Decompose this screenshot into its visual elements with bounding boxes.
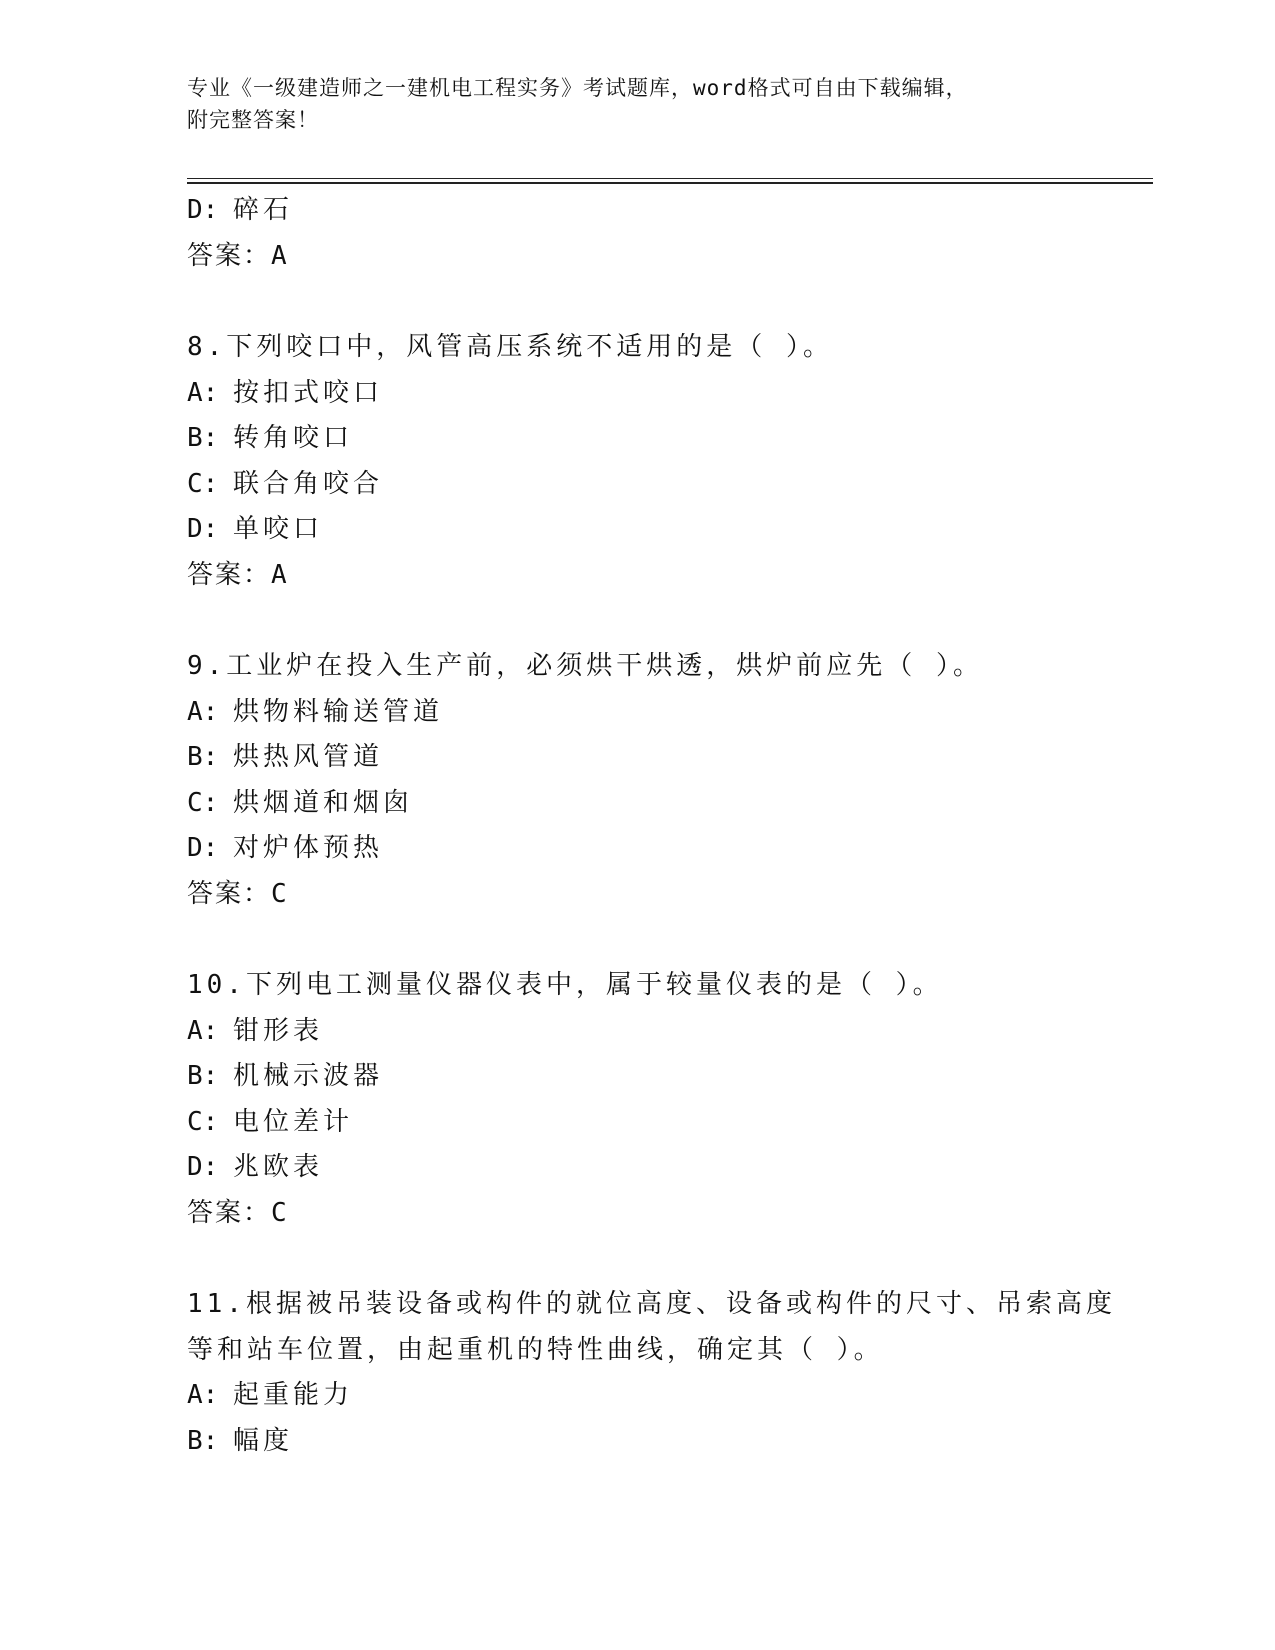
answer-line: 答案：C bbox=[187, 878, 289, 909]
option-d bbox=[187, 507, 1107, 553]
option-d bbox=[187, 1145, 1107, 1191]
option-text: 机械示波器 bbox=[233, 1061, 384, 1091]
option-text: 幅度 bbox=[233, 1425, 294, 1456]
question-7-tail bbox=[187, 188, 1107, 279]
spacer bbox=[187, 279, 1107, 325]
page-header bbox=[187, 72, 1087, 136]
option-b bbox=[187, 735, 1107, 781]
option-c bbox=[187, 781, 1107, 827]
question-8 bbox=[187, 325, 1107, 598]
option-text: 按扣式咬口 bbox=[233, 377, 384, 408]
header-rule-thin bbox=[187, 178, 1153, 179]
option-text: 烘热风管道 bbox=[233, 742, 384, 772]
option-label: B: bbox=[187, 1061, 219, 1091]
option-b bbox=[187, 416, 1107, 462]
header-line-2: 附完整答案！ bbox=[187, 108, 319, 132]
option-text: 单咬口 bbox=[233, 514, 324, 544]
option-text: 电位差计 bbox=[233, 1106, 354, 1137]
answer-line: 答案：A bbox=[187, 240, 289, 271]
option-a bbox=[187, 690, 1107, 736]
option-label: B: bbox=[187, 423, 219, 453]
question-stem: 9.工业炉在投入生产前，必须烘干烘透，烘炉前应先（ ）。 bbox=[187, 651, 983, 681]
question-9 bbox=[187, 644, 1107, 917]
option-label: A: bbox=[187, 377, 219, 408]
header-line-1: 专业《一级建造师之一建机电工程实务》考试题库，word格式可自由下载编辑， bbox=[187, 76, 968, 100]
option-text: 钳形表 bbox=[233, 1015, 324, 1046]
question-10 bbox=[187, 963, 1107, 1236]
header-rule-thick bbox=[187, 182, 1153, 184]
option-d bbox=[187, 188, 1107, 234]
option-c bbox=[187, 462, 1107, 508]
spacer bbox=[187, 1236, 1107, 1282]
question-stem: 8.下列咬口中，风管高压系统不适用的是（ ）。 bbox=[187, 332, 833, 362]
option-label: B: bbox=[187, 742, 219, 772]
option-text: 起重能力 bbox=[233, 1380, 354, 1410]
answer-line: 答案：A bbox=[187, 559, 289, 590]
option-label: A: bbox=[187, 696, 219, 727]
spacer bbox=[187, 598, 1107, 644]
question-11 bbox=[187, 1282, 1116, 1464]
option-c bbox=[187, 1100, 1107, 1146]
option-text: 联合角咬合 bbox=[233, 468, 384, 499]
option-a bbox=[187, 371, 1107, 417]
option-text: 烘物料输送管道 bbox=[233, 696, 444, 727]
option-text: 对炉体预热 bbox=[233, 833, 384, 863]
option-text: 烘烟道和烟囱 bbox=[233, 787, 414, 818]
question-stem-line-1: 11.根据被吊装设备或构件的就位高度、设备或构件的尺寸、吊索高度 bbox=[187, 1289, 1116, 1319]
option-label: D: bbox=[187, 514, 219, 544]
option-label: D: bbox=[187, 195, 219, 225]
option-label: B: bbox=[187, 1425, 219, 1456]
option-label: D: bbox=[187, 833, 219, 863]
option-b bbox=[187, 1419, 1107, 1465]
option-label: A: bbox=[187, 1015, 219, 1046]
question-list bbox=[187, 188, 1116, 1464]
option-text: 碎石 bbox=[233, 195, 294, 225]
option-label: C: bbox=[187, 468, 219, 499]
option-b bbox=[187, 1054, 1107, 1100]
option-label: C: bbox=[187, 787, 219, 818]
answer-line: 答案：C bbox=[187, 1197, 289, 1228]
option-a bbox=[187, 1373, 1107, 1419]
option-a bbox=[187, 1009, 1107, 1055]
option-d bbox=[187, 826, 1107, 872]
spacer bbox=[187, 917, 1107, 963]
question-stem: 10.下列电工测量仪器仪表中，属于较量仪表的是（ ）。 bbox=[187, 970, 943, 1000]
option-label: C: bbox=[187, 1106, 219, 1137]
option-label: A: bbox=[187, 1380, 219, 1410]
option-label: D: bbox=[187, 1152, 219, 1182]
option-text: 兆欧表 bbox=[233, 1152, 324, 1182]
option-text: 转角咬口 bbox=[233, 423, 354, 453]
question-stem-line-2: 等和站车位置，由起重机的特性曲线，确定其（ ）。 bbox=[187, 1334, 884, 1365]
